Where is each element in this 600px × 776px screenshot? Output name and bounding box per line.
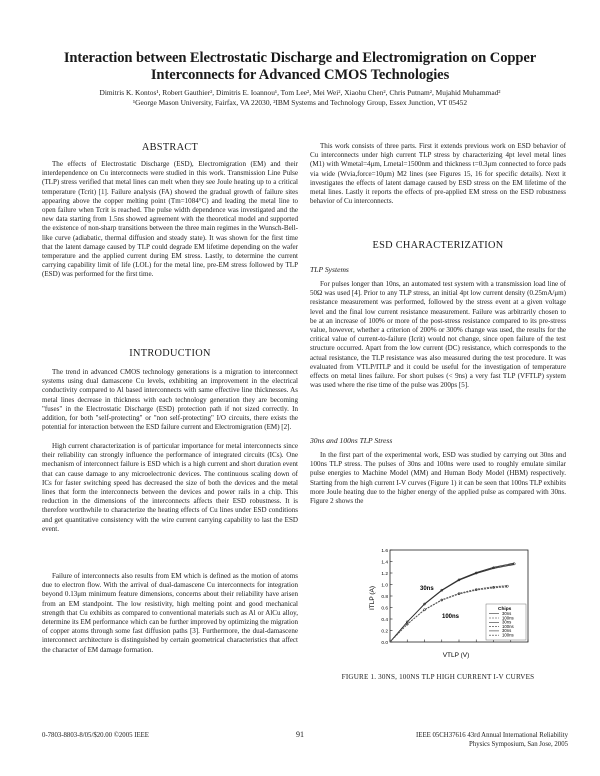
- legend-entry: 100ns: [502, 615, 514, 621]
- footer-conference-line-2: Physics Symposium, San Jose, 2005: [469, 740, 568, 748]
- y-tick-label: 1.0: [381, 583, 388, 589]
- y-tick-label: 0.0: [381, 640, 388, 646]
- title-line-1: Interaction between Electrostatic Discharge and Electromigration on Copper: [63, 50, 537, 66]
- page-number: 91: [296, 730, 304, 739]
- legend-entry: 100ns: [502, 623, 514, 629]
- y-tick-label: 0.4: [381, 617, 388, 623]
- affiliations: ¹George Mason University, Fairfax, VA 22030, ²IBM Systems and Technology Group, Essex Junction, VT 05452: [132, 97, 468, 107]
- tlp-paragraph: For pulses longer than 10ns, an automated test system with a transmission load line of 50Ω was used [4]. Prior to any TLP stress, an initial 4pt low current density (0.25mA/μm) resistance measurement was performed, followed by the stress event at a given voltage level and the final low current resistance measurement. Failure was arbitrarily chosen to be at an increase of 100% or more of the post-stress resistance compared to its pre-stress value, however, whether a criterion of 200% or 300% change was used, the results for the critical value of current-to-failure (Icrit) would not change, since open failure of the test structure occurred. Apart from the low current (DC) resistance, which corresponds to the actual resistance, the TLP resistance was also measured during the test procedure. It was evaluated from VTLP/ITLP and it could be useful for the investigation of temperature effects on metal lines failure. For short pulses (< 9ns) a very fast TLP (VFTLP) system was used where the rise time of the pulse was 200ps [5].: [310, 280, 566, 390]
- label-30ns: 30ns: [420, 586, 434, 592]
- legend-entry: 30ns: [502, 611, 512, 616]
- legend-title: Chips: [498, 607, 512, 612]
- paper-title: [30, 50, 570, 84]
- y-tick-label: 1.6: [381, 548, 388, 554]
- footer-conference-line-1: IEEE 05CH37616 43rd Annual International Reliability: [416, 732, 568, 739]
- legend: [486, 604, 526, 640]
- author-block: [30, 88, 570, 107]
- label-100ns: 100ns: [442, 614, 460, 620]
- esd-characterization-heading: ESD CHARACTERIZATION: [372, 240, 504, 251]
- intro-paragraph-1: The trend in advanced CMOS technology generations is a migration to interconnect systems using dual damascene Cu levels, exhibiting an improvement in the electrical conductivity compared to Al based interconnects with same effective line thicknesses. As metal lines decrease in thickness with each technology generation they are becoming "fuses" in the Electrostatic Discharge (ESD) protection path if not sized correctly. In addition, for both "self-protecting" or "non self-protecting" I/O circuits, there exists the potential for interaction between the ESD failure current and Electromigration (EM) [2].: [42, 368, 298, 432]
- tlp-systems-subheading: TLP Systems: [310, 265, 349, 274]
- footer-copyright: 0-7803-8803-8/05/$20.00 ©2005 IEEE: [42, 732, 149, 739]
- abstract-heading: ABSTRACT: [141, 142, 199, 153]
- y-tick-label: 1.4: [381, 560, 388, 566]
- tlp-stress-subheading: 30ns and 100ns TLP Stress: [310, 436, 393, 445]
- legend-entry: 100ns: [502, 632, 514, 638]
- title-line-2: Interconnects for Advanced CMOS Technologies: [150, 67, 450, 83]
- y-tick-label: 0.6: [381, 606, 388, 612]
- legend-entry: 30ns: [502, 628, 512, 634]
- authors: Dimitris K. Kontos¹, Robert Gauthier², Dimitris E. Ioannou¹, Tom Lee², Mei Wei², Xiaohu Chen², Chris Putnam², Mujahid Muhammad²: [99, 88, 501, 97]
- tlp-stress-paragraph: In the first part of the experimental work, ESD was studied by carrying out 30ns and 100ns TLP stress. The pulses of 30ns and 100ns were used to roughly emulate similar pulse energies to Machine Model (MM) and Human Body Model (HBM) respectively. Starting from the high current I-V curves (Figure 1) it can be seen that 100ns TLP exhibits more Joule heating due to the higher energy of the applied pulse as compared with 30ns. Figure 2 shows the: [310, 451, 566, 506]
- x-axis-label: VTLP (V): [442, 652, 470, 659]
- footer-conference: [372, 732, 568, 749]
- figure-caption: FIGURE 1. 30NS, 100NS TLP HIGH CURRENT I-V CURVES: [341, 673, 535, 681]
- y-tick-label: 0.8: [381, 594, 388, 600]
- y-tick-label: 1.2: [381, 571, 388, 577]
- y-axis-label: ITLP (A): [369, 585, 376, 611]
- intro-paragraph-right: This work consists of three parts. First it extends previous work on ESD behavior of Cu interconnects under high current TLP stress by characterizing 4pt level metal lines (M1) with Wmetal=4μm, Lmetal=1500nm and thickness t=0.3μm connected to force pads via wide (Wvia,force=10μm) M2 lines (see Figures 15, 16 for specific details). Next it investigates the effects of latent damage caused by ESD stress on the EM lifetime of the metal lines. Lastly it reports the effects of pre-applied EM stress on the ESD robustness behavior of Cu interconnects.: [310, 142, 566, 206]
- introduction-heading: INTRODUCTION: [129, 348, 211, 359]
- intro-paragraph-3: Failure of interconnects also results from EM which is defined as the motion of atoms due to electron flow. With the arrival of dual-damascene Cu interconnects for integration beyond 0.13μm minimum feature dimensions, concerns about their reliability have arisen from an EM standpoint. The low resistivity, high melting point and good mechanical strength that Cu exhibits as compared to conventional materials such as Al or AlCu alloy, determine its EM performance which can be further improved by optimizing the migration of copper atoms through some fast diffusion paths [3]. Furthermore, the dual-damascene interconnect architecture is distinguished by certain geometrical characteristics that affect the character of EM damage formation.: [42, 572, 298, 654]
- legend-entry: 30ns: [502, 619, 512, 625]
- abstract-paragraph: The effects of Electrostatic Discharge (ESD), Electromigration (EM) and their interdependence on Cu interconnects were studied in this work. Transmission Line Pulse (TLP) stress verified that metal lines can melt when they see Joule heating up to a critical temperature (Tcrit) [1]. Failure analysis (FA) showed the gradual growth of failure sites appearing above the copper melting point (Tm=1084°C) and leading the metal line to open failure when Tcrit is reached. The pulse width dependence was investigated and the new data starting from 1.5ns showed agreement with the theoretical model and supported the existence of non-sharp transitions between the three main regimes in the Wunsch-Bell-like curve (adiabatic, thermal diffusion and steady state). It was shown for the first time that the latent damage caused by TLP could degrade EM lifetime depending on the wafer temperature and the applied current during EM stress. Lastly, to determine the current carrying capability limit of life (LOL) for the metal line, pre-EM stress followed by TLP (ESD) was performed for the first time.: [42, 160, 298, 279]
- intro-paragraph-2: High current characterization is of particular importance for metal interconnects since their reliability can strongly influence the performance of integrated circuits (ICs). One mechanism of interconnect failure is ESD which is a high current and short duration event that can cause damage to any microelectronic devices. The continuous scaling down of ICs for faster switching speed has decreased the size of both the devices and the metal lines that form the interconnects between the devices and power rails in a chip. This reduction in the dimensions of the interconnects affects their ESD robustness. It is therefore worthwhile to characterize the heating effects of Cu lines under ESD conditions and get quantitative consistency with the wire current carrying capability to last the ESD event.: [42, 442, 298, 533]
- y-tick-label: 0.2: [381, 629, 388, 635]
- iv-curve-chart: [368, 546, 534, 660]
